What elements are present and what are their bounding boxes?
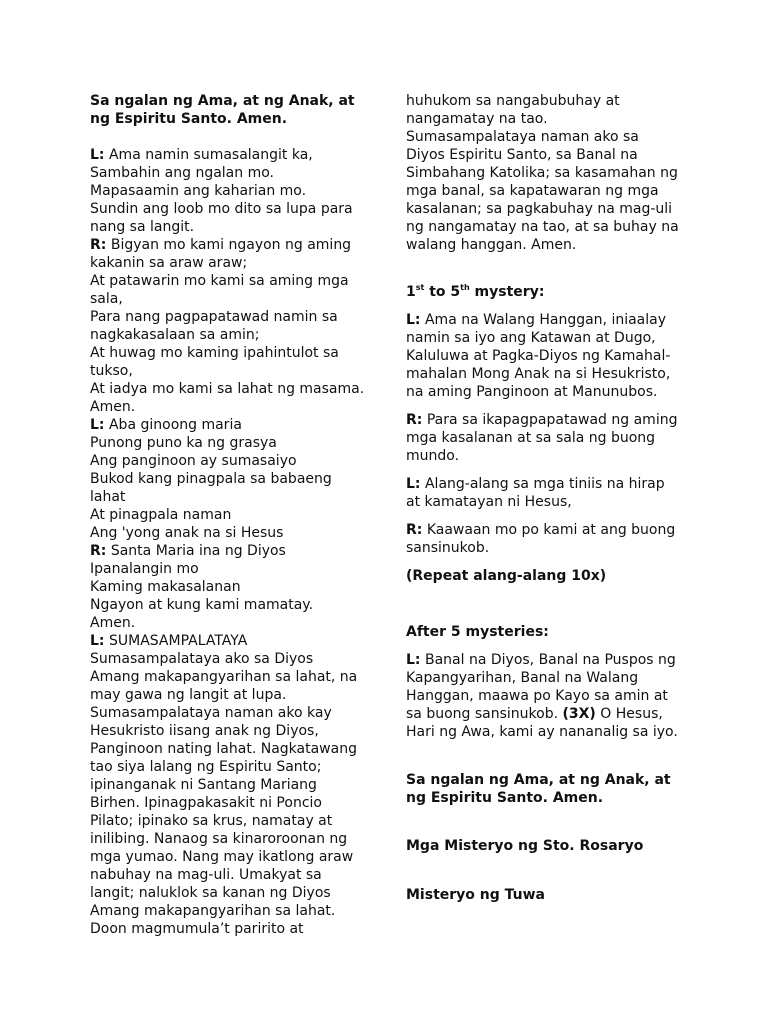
prayer-line: Hesukristo iisang anak ng Diyos, <box>90 723 319 739</box>
prayer-line: Amang makapangyarihan sa lahat, na <box>90 669 358 685</box>
prayer-line: Ang 'yong anak na si Hesus <box>90 525 284 541</box>
prayer-line: Amen. <box>90 399 136 415</box>
prayer-line: sansinukob. <box>406 540 490 556</box>
prayer-line: L: SUMASAMPALATAYA <box>90 633 248 649</box>
prayer-line: Mapasaamin ang kaharian mo. <box>90 183 307 199</box>
prayer-line: Hanggan, maawa po Kayo sa amin at <box>406 688 668 704</box>
prayer-line: L: Ama namin sumasalangit ka, <box>90 147 313 163</box>
prayer-line: At patawarin mo kami sa aming mga <box>90 273 349 289</box>
prayer-line: Panginoon nating lahat. Nagkatawang <box>90 741 357 757</box>
prayer-line: may gawa ng langit at lupa. <box>90 687 287 703</box>
prayer-line: tao siya lalang ng Espiritu Santo; <box>90 759 322 775</box>
prayer-line: Kapangyarihan, Banal na Walang <box>406 670 639 686</box>
opening-sign-of-cross <box>90 92 370 128</box>
repeat-note: (Repeat alang-alang 10x) <box>406 568 607 584</box>
prayer-line: Ngayon at kung kami mamatay. <box>90 597 314 613</box>
prayer-line: Diyos Espiritu Santo, sa Banal na <box>406 147 638 163</box>
prayer-line: Sumasampalataya ako sa Diyos <box>90 651 314 667</box>
prayer-line: L: Ama na Walang Hanggan, iniaalay <box>406 312 667 328</box>
prayer-line: At huwag mo kaming ipahintulot sa <box>90 345 339 361</box>
speaker-label: L: <box>406 476 421 492</box>
closing-sign-of-cross <box>406 771 696 807</box>
speaker-label: R: <box>406 522 423 538</box>
prayer-line: Pilato; ipinako sa krus, namatay at <box>90 813 333 829</box>
prayer-line: inilibing. Nanaog sa kinaroroonan ng <box>90 831 348 847</box>
prayer-line: R: Bigyan mo kami ngayon ng aming <box>90 237 352 253</box>
right-column <box>406 92 696 904</box>
prayer-line: ng nangamatay na tao, at sa buhay na <box>406 219 679 235</box>
prayer-line: huhukom sa nangabubuhay at <box>406 93 620 109</box>
prayer-line: kasalanan; sa pagkabuhay na mag-uli <box>406 201 673 217</box>
prayer-line: At pinagpala naman <box>90 507 232 523</box>
prayer-block <box>90 146 370 236</box>
joyful-mysteries-heading: Misteryo ng Tuwa <box>406 887 545 903</box>
prayer-line: O Hesus, <box>595 706 663 722</box>
heading-line: Sa ngalan ng Ama, at ng Anak, at <box>406 772 671 788</box>
speaker-label: L: <box>90 417 105 433</box>
prayer-line: nabuhay na mag-uli. Umakyat sa <box>90 867 322 883</box>
speaker-label: R: <box>90 543 107 559</box>
prayer-line: nangamatay na tao. <box>406 111 548 127</box>
speaker-label: L: <box>406 652 421 668</box>
heading-line: Sa ngalan ng Ama, at ng Anak, at <box>90 93 355 109</box>
heading-line: ng Espiritu Santo. Amen. <box>90 111 288 127</box>
speaker-label: L: <box>90 633 105 649</box>
prayer-line: Bukod kang pinagpala sa babaeng <box>90 471 332 487</box>
prayer-line: R: Santa Maria ina ng Diyos <box>90 543 286 559</box>
prayer-line: Amang makapangyarihan sa lahat. <box>90 903 336 919</box>
prayer-line: mga yumao. Nang may ikatlong araw <box>90 849 354 865</box>
prayer-block <box>90 542 370 632</box>
prayer-block <box>90 236 370 416</box>
prayer-line: mundo. <box>406 448 460 464</box>
prayer-line: Punong puno ka ng grasya <box>90 435 277 451</box>
heading-line: ng Espiritu Santo. Amen. <box>406 790 604 806</box>
prayer-line: Kaming makasalanan <box>90 579 241 595</box>
prayer-line: Amen. <box>90 615 136 631</box>
prayer-block <box>90 632 370 938</box>
mystery-leader-2 <box>406 475 696 511</box>
speaker-label: L: <box>90 147 105 163</box>
prayer-line: Sambahin ang ngalan mo. <box>90 165 274 181</box>
prayer-line: Ang panginoon ay sumasaiyo <box>90 453 297 469</box>
prayer-line: walang hanggan. Amen. <box>406 237 577 253</box>
prayer-line: R: Kaawaan mo po kami at ang buong <box>406 522 676 538</box>
prayer-line: Ipanalangin mo <box>90 561 199 577</box>
after-mysteries-prayer <box>406 651 696 741</box>
prayer-line: ipinanganak ni Santang Mariang <box>90 777 317 793</box>
prayer-block <box>90 416 370 542</box>
after-mysteries-heading: After 5 mysteries: <box>406 624 549 640</box>
prayer-line: sala, <box>90 291 123 307</box>
speaker-label: R: <box>406 412 423 428</box>
prayer-line: Doon magmumula’t paririto at <box>90 921 304 937</box>
prayer-line: sa buong sansinukob. <box>406 706 563 722</box>
prayer-line: at kamatayan ni Hesus, <box>406 494 572 510</box>
prayer-line: Hari ng Awa, kami ay nananalig sa iyo. <box>406 724 678 740</box>
left-column <box>90 92 370 938</box>
prayer-line: Kaluluwa at Pagka-Diyos ng Kamahal- <box>406 348 671 364</box>
prayer-line: Simbahang Katolika; sa kasamahan ng <box>406 165 678 181</box>
prayer-line: Sundin ang loob mo dito sa lupa para <box>90 201 353 217</box>
prayer-line: kakanin sa araw araw; <box>90 255 248 271</box>
mystery-heading: 1st to 5th mystery: <box>406 283 545 300</box>
prayer-line: Sumasampalataya naman ako sa <box>406 129 639 145</box>
mystery-response-2 <box>406 521 696 557</box>
prayer-line: Para nang pagpapatawad namin sa <box>90 309 338 325</box>
prayer-line: mga banal, sa kapatawaran ng mga <box>406 183 659 199</box>
prayer-line: R: Para sa ikapagpapatawad ng aming <box>406 412 678 428</box>
prayer-line: nagkakasalaan sa amin; <box>90 327 260 343</box>
prayer-line: mga kasalanan at sa sala ng buong <box>406 430 656 446</box>
prayer-line: L: Aba ginoong maria <box>90 417 242 433</box>
speaker-label: R: <box>90 237 107 253</box>
prayer-line: langit; naluklok sa kanan ng Diyos <box>90 885 331 901</box>
prayer-blocks <box>90 146 370 938</box>
speaker-label: L: <box>406 312 421 328</box>
prayer-line: na aming Panginoon at Manunubos. <box>406 384 658 400</box>
prayer-line: At iadya mo kami sa lahat ng masama. <box>90 381 365 397</box>
creed-continuation <box>406 92 696 254</box>
mystery-response-1 <box>406 411 696 465</box>
prayer-line: namin sa iyo ang Katawan at Dugo, <box>406 330 656 346</box>
repeat-count: (3X) <box>562 706 596 722</box>
rosary-mysteries-heading: Mga Misteryo ng Sto. Rosaryo <box>406 838 644 854</box>
prayer-line: tukso, <box>90 363 133 379</box>
prayer-line: Sumasampalataya naman ako kay <box>90 705 332 721</box>
prayer-line: lahat <box>90 489 126 505</box>
prayer-line: mahalan Mong Anak na si Hesukristo, <box>406 366 671 382</box>
prayer-line: Banal na Diyos, Banal na Puspos ng <box>424 652 676 668</box>
prayer-line: L: Alang-alang sa mga tiniis na hirap <box>406 476 665 492</box>
prayer-line: Birhen. Ipinagpakasakit ni Poncio <box>90 795 322 811</box>
mystery-leader-1 <box>406 311 696 401</box>
prayer-line: nang sa langit. <box>90 219 195 235</box>
